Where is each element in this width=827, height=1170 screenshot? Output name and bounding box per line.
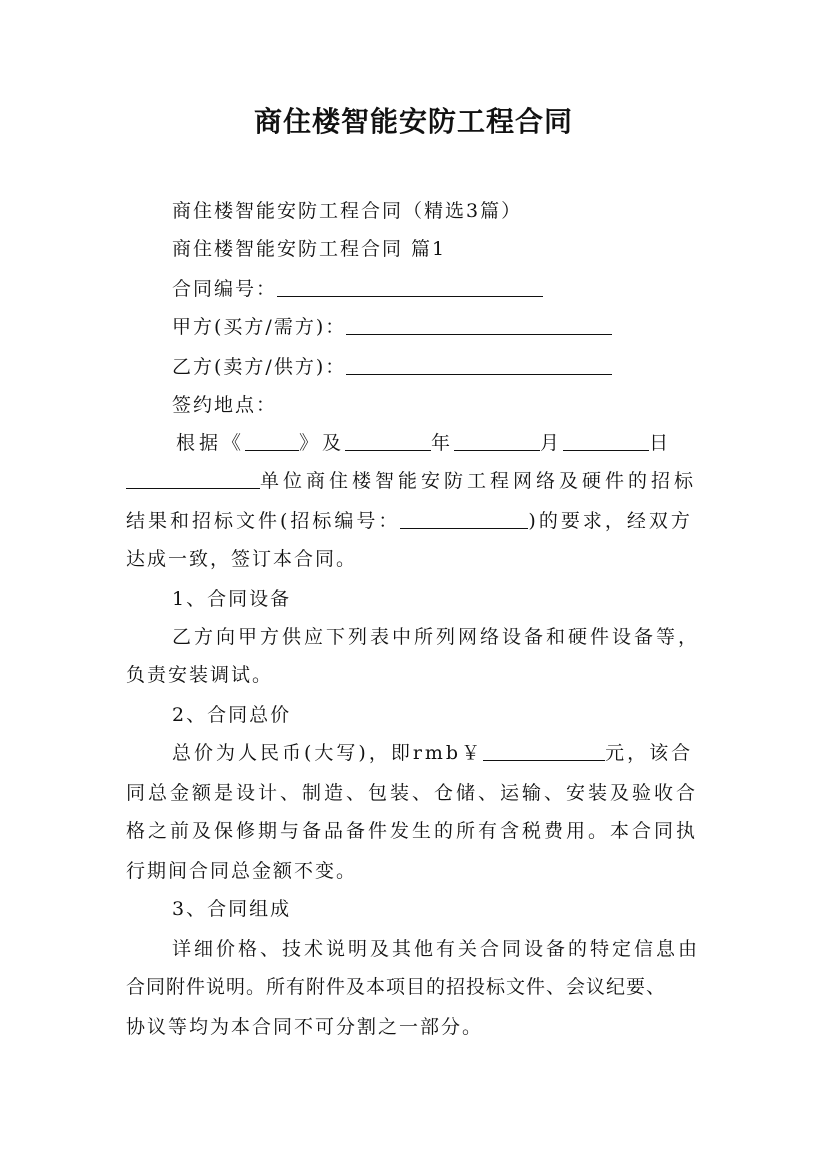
document-name-blank <box>245 428 299 451</box>
year-blank <box>345 428 431 451</box>
party-b-blank <box>346 352 612 375</box>
section-3-line-1: 详细价格、技术说明及其他有关合同设备的特定信息由 <box>172 938 701 960</box>
preamble-line-2 <box>126 462 697 500</box>
section-2-line-1 <box>172 734 693 772</box>
party-b-row <box>172 348 612 386</box>
section-1-line-1: 乙方向甲方供应下列表中所列网络设备和硬件设备等， <box>172 626 701 648</box>
document-title: 商住楼智能安防工程合同 <box>253 105 573 138</box>
section-3-line-3: 协议等均为本合同不可分割之一部分。 <box>126 1016 484 1038</box>
party-b-label: 乙方(卖方/供方)： <box>172 356 347 378</box>
part-heading: 商住楼智能安防工程合同 篇1 <box>172 238 447 260</box>
preamble-text: )的要求，经双方 <box>528 510 693 532</box>
contract-number-blank <box>277 274 543 297</box>
contract-number-label: 合同编号： <box>172 278 278 300</box>
preamble-text: 》及 <box>299 432 346 454</box>
month-blank <box>454 428 540 451</box>
preamble-text: 根据《 <box>176 432 246 454</box>
section-2-line-4: 行期间合同总金额不变。 <box>126 860 358 882</box>
contract-number-row <box>172 270 543 308</box>
section-1-heading: 1、合同设备 <box>172 588 292 610</box>
party-a-row <box>172 308 612 346</box>
party-a-blank <box>346 312 612 335</box>
preamble-line-1 <box>176 424 672 462</box>
unit-blank <box>126 466 260 489</box>
subtitle: 商住楼智能安防工程合同（精选3篇） <box>172 200 523 222</box>
section-2-line-2: 同总金额是设计、制造、包装、仓储、运输、安装及验收合 <box>126 782 699 804</box>
section-3-heading: 3、合同组成 <box>172 898 292 920</box>
section-text: 总价为人民币(大写)，即rmb￥ <box>172 742 484 764</box>
section-text: 元，该合 <box>605 742 694 764</box>
section-1-line-2: 负责安装调试。 <box>126 664 274 686</box>
day-blank <box>563 428 649 451</box>
preamble-text: 日 <box>649 432 673 454</box>
section-3-line-2: 合同附件说明。所有附件及本项目的招投标文件、会议纪要、 <box>126 976 667 998</box>
party-a-label: 甲方(买方/需方)： <box>172 316 347 338</box>
signing-location-label: 签约地点： <box>172 394 278 416</box>
preamble-line-3 <box>126 502 693 540</box>
preamble-line-4: 达成一致，签订本合同。 <box>126 548 358 570</box>
section-2-line-3: 格之前及保修期与备品备件发生的所有含税费用。本合同执 <box>126 820 699 842</box>
preamble-text: 月 <box>540 432 564 454</box>
preamble-text: 结果和招标文件(招标编号： <box>126 510 401 532</box>
total-price-blank <box>483 738 605 761</box>
preamble-text: 年 <box>431 432 455 454</box>
preamble-text: 单位商住楼智能安防工程网络及硬件的招标 <box>260 470 698 492</box>
tender-number-blank <box>400 506 528 529</box>
section-2-heading: 2、合同总价 <box>172 704 292 726</box>
